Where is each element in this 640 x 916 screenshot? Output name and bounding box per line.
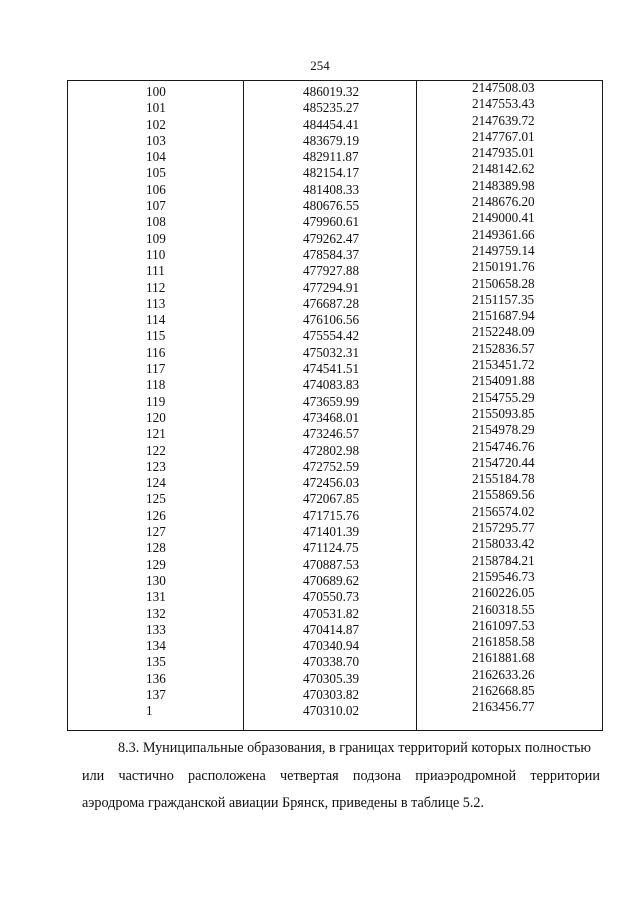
point-number-cell: 124 [146,475,166,491]
paragraph-word: расположена [188,767,266,784]
y-coordinate-cell: 2162668.85 [472,682,535,698]
x-coordinate-cell: 481408.33 [303,181,360,197]
x-coordinate-cell: 484454.41 [303,116,360,132]
point-number-cell: 117 [146,361,166,377]
point-number-cell: 111 [146,263,165,279]
y-coordinate-cell: 2147935.01 [472,145,535,161]
point-number-cell: 101 [146,100,166,116]
point-number-cell: 130 [146,572,166,588]
x-coordinate-cell: 471715.76 [303,507,360,523]
y-coordinate-cell: 2147639.72 [472,112,535,128]
x-coordinate-cell: 471401.39 [303,524,360,540]
y-coordinate-cell: 2159546.73 [472,568,535,584]
point-number-cell: 134 [146,638,166,654]
point-number-cell: 116 [146,344,166,360]
point-number-cell: 1 [146,703,153,719]
x-coordinate-cell: 480676.55 [303,198,360,214]
point-number-cell: 121 [146,426,166,442]
y-coordinate-cell: 2149000.41 [472,210,535,226]
y-coordinate-cell: 2161097.53 [472,617,535,633]
point-number-cell: 128 [146,540,166,556]
y-coordinate-cell: 2160318.55 [472,601,535,617]
x-coordinate-cell: 470531.82 [303,605,360,621]
paragraph-line: 8.3. Муниципальные образования, в границах территорий которых полностью [118,740,592,756]
y-coordinate-cell: 2154091.88 [472,373,535,389]
x-coordinate-cell: 470689.62 [303,572,360,588]
point-number-cell: 100 [146,84,166,99]
point-number-cell: 108 [146,214,166,230]
y-coordinate-cell: 2161881.68 [472,650,535,666]
x-coordinate-cell: 483679.19 [303,132,360,148]
point-number-cell: 122 [146,442,166,458]
y-coordinate-cell: 2147767.01 [472,128,535,144]
point-number-cell: 131 [146,589,166,605]
y-coordinate-cell: 2163456.77 [472,699,535,715]
x-coordinate-cell: 472802.98 [303,442,360,458]
x-coordinate-cell: 482154.17 [303,165,360,181]
point-number-cell: 103 [146,132,166,148]
x-coordinate-cell: 476687.28 [303,295,360,311]
point-number-cell: 118 [146,377,166,393]
point-number-cell: 115 [146,328,166,344]
y-coordinate-cell: 2147553.43 [472,96,535,112]
x-coordinate-cell: 470340.94 [303,638,360,654]
y-coordinate-cell: 2154755.29 [472,389,535,405]
table-row [68,699,602,719]
page-number: 254 [310,58,330,73]
y-coordinate-cell: 2155093.85 [472,405,535,421]
paragraph-word: приаэродромной [415,767,517,784]
point-number-cell: 110 [146,246,166,262]
paragraph-word: или [82,767,105,784]
y-coordinate-cell: 2157295.77 [472,520,535,536]
y-coordinate-cell: 2161858.58 [472,634,535,650]
x-coordinate-cell: 473659.99 [303,393,360,409]
paragraph-line [82,763,600,791]
y-coordinate-cell: 2155184.78 [472,471,535,487]
point-number-cell: 137 [146,686,166,702]
x-coordinate-cell: 479960.61 [303,214,360,230]
point-number-cell: 102 [146,116,166,132]
x-coordinate-cell: 473468.01 [303,409,360,425]
point-number-cell: 112 [146,279,166,295]
coordinates-table [67,80,603,731]
y-coordinate-cell: 2152836.57 [472,340,535,356]
y-coordinate-cell: 2154720.44 [472,454,535,470]
x-coordinate-cell: 478584.37 [303,246,360,262]
y-coordinate-cell: 2152248.09 [472,324,535,340]
point-number-cell: 129 [146,556,166,572]
paragraph-line: аэродрома гражданской авиации Брянск, приведены в таблице 5.2. [82,795,485,811]
point-number-cell: 126 [146,507,166,523]
x-coordinate-cell: 471124.75 [303,540,359,556]
x-coordinate-cell: 470310.02 [303,703,360,719]
y-coordinate-cell: 2158033.42 [472,536,535,552]
x-coordinate-cell: 486019.32 [303,84,360,99]
x-coordinate-cell: 470338.70 [303,654,360,670]
y-coordinate-cell: 2151687.94 [472,308,535,324]
point-number-cell: 109 [146,230,166,246]
y-coordinate-cell: 2156574.02 [472,503,535,519]
y-coordinate-cell: 2149361.66 [472,226,535,242]
paragraph-word: подзона [352,767,402,784]
point-number-cell: 106 [146,181,166,197]
paragraph-word: частично [118,767,174,784]
y-coordinate-cell: 2147508.03 [472,80,535,95]
x-coordinate-cell: 477294.91 [303,279,360,295]
x-coordinate-cell: 472752.59 [303,458,360,474]
point-number-cell: 125 [146,491,166,507]
x-coordinate-cell: 470303.82 [303,686,360,702]
y-coordinate-cell: 2162633.26 [472,666,535,682]
point-number-cell: 105 [146,165,166,181]
x-coordinate-cell: 470305.39 [303,670,360,686]
paragraph-word: четвертая [280,767,339,784]
y-coordinate-cell: 2158784.21 [472,552,535,568]
y-coordinate-cell: 2150658.28 [472,275,535,291]
y-coordinate-cell: 2149759.14 [472,242,535,258]
paragraph-word: территории [530,767,600,784]
x-coordinate-cell: 470550.73 [303,589,360,605]
x-coordinate-cell: 475032.31 [303,344,360,360]
point-number-cell: 123 [146,458,166,474]
point-number-cell: 104 [146,149,166,165]
point-number-cell: 136 [146,670,166,686]
x-coordinate-cell: 473246.57 [303,426,360,442]
x-coordinate-cell: 476106.56 [303,312,360,328]
y-coordinate-cell: 2154746.76 [472,438,535,454]
x-coordinate-cell: 477927.88 [303,263,360,279]
x-coordinate-cell: 485235.27 [303,100,360,116]
x-coordinate-cell: 475554.42 [303,328,360,344]
point-number-cell: 114 [146,312,166,328]
table-body [68,80,602,720]
x-coordinate-cell: 474083.83 [303,377,360,393]
x-coordinate-cell: 470887.53 [303,556,360,572]
y-coordinate-cell: 2148676.20 [472,194,535,210]
point-number-cell: 119 [146,393,166,409]
point-number-cell: 120 [146,409,166,425]
point-number-cell: 127 [146,524,166,540]
y-coordinate-cell: 2148389.98 [472,177,535,193]
x-coordinate-cell: 482911.87 [303,149,359,165]
x-coordinate-cell: 470414.87 [303,621,360,637]
x-coordinate-cell: 474541.51 [303,361,360,377]
y-coordinate-cell: 2155869.56 [472,487,535,503]
x-coordinate-cell: 472456.03 [303,475,360,491]
x-coordinate-cell: 472067.85 [303,491,360,507]
x-coordinate-cell: 479262.47 [303,230,360,246]
y-coordinate-cell: 2150191.76 [472,259,535,275]
point-number-cell: 133 [146,621,166,637]
point-number-cell: 135 [146,654,166,670]
point-number-cell: 107 [146,198,166,214]
point-number-cell: 113 [146,295,166,311]
y-coordinate-cell: 2148142.62 [472,161,535,177]
y-coordinate-cell: 2151157.35 [472,291,535,307]
y-coordinate-cell: 2154978.29 [472,422,535,438]
point-number-cell: 132 [146,605,166,621]
y-coordinate-cell: 2160226.05 [472,585,535,601]
paragraph-8-3 [82,735,600,818]
y-coordinate-cell: 2153451.72 [472,357,535,373]
